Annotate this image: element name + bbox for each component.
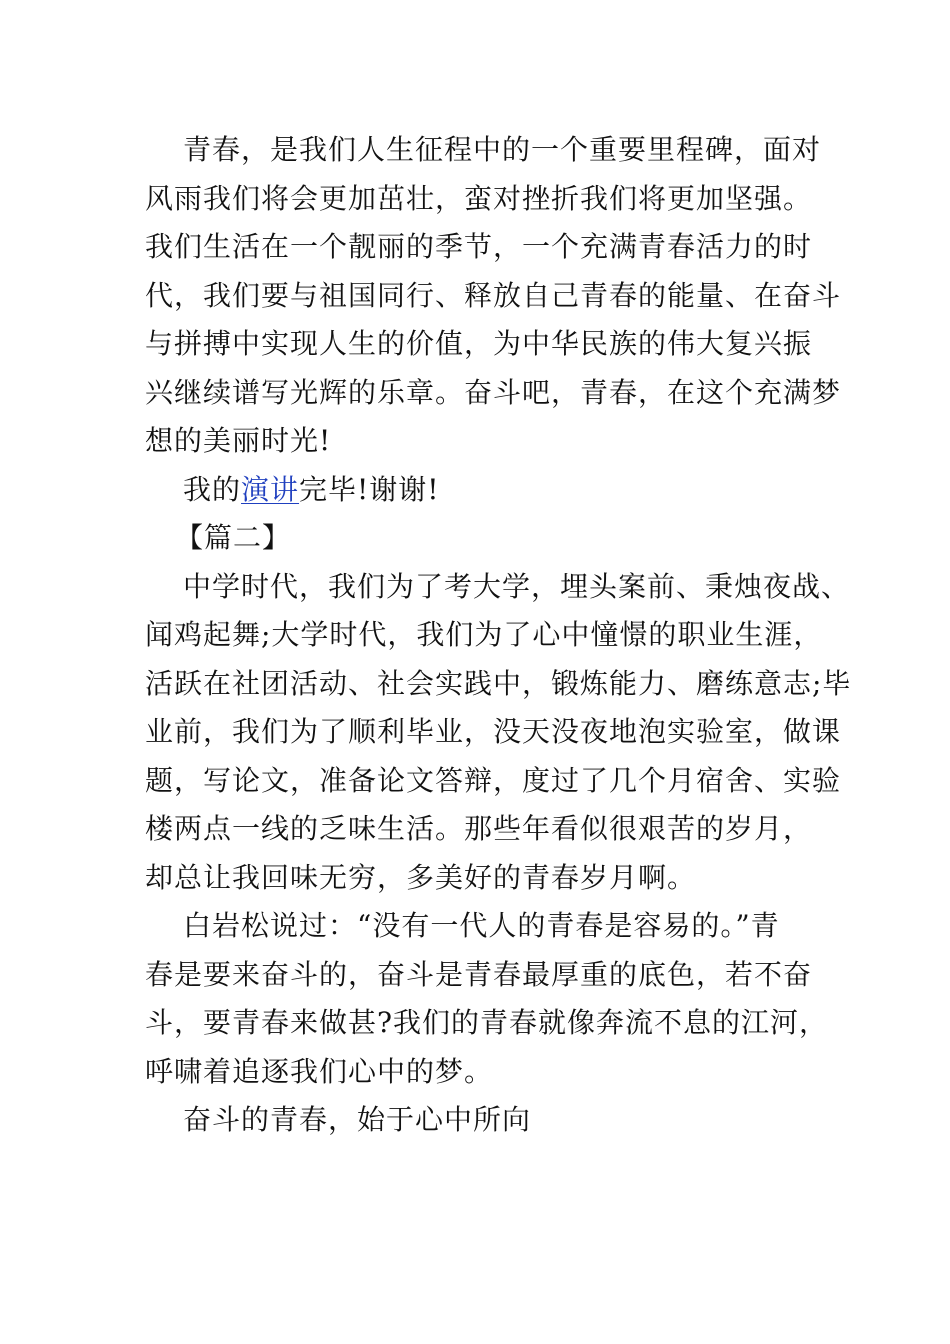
- text-line: 闻鸡起舞;大学时代，我们为了心中憧憬的职业生涯，: [145, 618, 823, 651]
- speech-link[interactable]: 演讲: [241, 472, 300, 506]
- closing-prefix: 我的: [183, 472, 242, 506]
- text-line: 风雨我们将会更加茁壮，蛮对挫折我们将更加坚强。: [145, 181, 813, 215]
- text-line: 想的美丽时光!: [145, 424, 332, 457]
- text-line: 题，写论文，准备论文答辩，度过了几个月宿舍、实验: [145, 763, 842, 797]
- document-body: [145, 126, 852, 1145]
- closing-line: [145, 466, 813, 515]
- section-header: 【篇二】: [175, 521, 292, 554]
- text-line: 中学时代，我们为了考大学，埋头案前、秉烛夜战、: [183, 569, 851, 603]
- text-line: 活跃在社团活动、社会实践中，锻炼能力、磨练意志;毕: [145, 666, 852, 700]
- closing-suffix: 完毕!谢谢!: [299, 472, 440, 506]
- text-line: 呼啸着追逐我们心中的梦。: [145, 1054, 494, 1088]
- text-line: 春是要来奋斗的，奋斗是青春最厚重的底色，若不奋: [145, 957, 813, 991]
- text-line: 奋斗的青春，始于心中所向: [183, 1103, 532, 1136]
- paragraph-school-years: [145, 563, 852, 903]
- text-line: 白岩松说过：“没有一代人的青春是容易的。”青: [183, 909, 780, 942]
- text-line: 斗，要青春来做甚?我们的青春就像奔流不息的江河，: [145, 1006, 829, 1039]
- text-line: 却总让我回味无穷，多美好的青春岁月啊。: [145, 860, 697, 894]
- paragraph-bai-yansong-quote: [145, 902, 829, 1096]
- paragraph-youth-milestone: [145, 126, 842, 466]
- text-line: 楼两点一线的乏味生活。那些年看似很艰苦的岁月，: [145, 812, 813, 845]
- text-line: 兴继续谱写光辉的乐章。奋斗吧，青春，在这个充满梦: [145, 375, 842, 409]
- text-line: 与拼搏中实现人生的价值，为中华民族的伟大复兴振: [145, 327, 813, 360]
- text-line: 业前，我们为了顺利毕业，没天没夜地泡实验室，做课: [145, 715, 842, 748]
- text-line: 我们生活在一个靓丽的季节，一个充满青春活力的时: [145, 230, 813, 263]
- text-line: 代，我们要与祖国同行、释放自己青春的能量、在奋斗: [145, 278, 842, 312]
- paragraph-striving-youth: [145, 1096, 813, 1145]
- text-line: 青春，是我们人生征程中的一个重要里程碑，面对: [183, 133, 822, 166]
